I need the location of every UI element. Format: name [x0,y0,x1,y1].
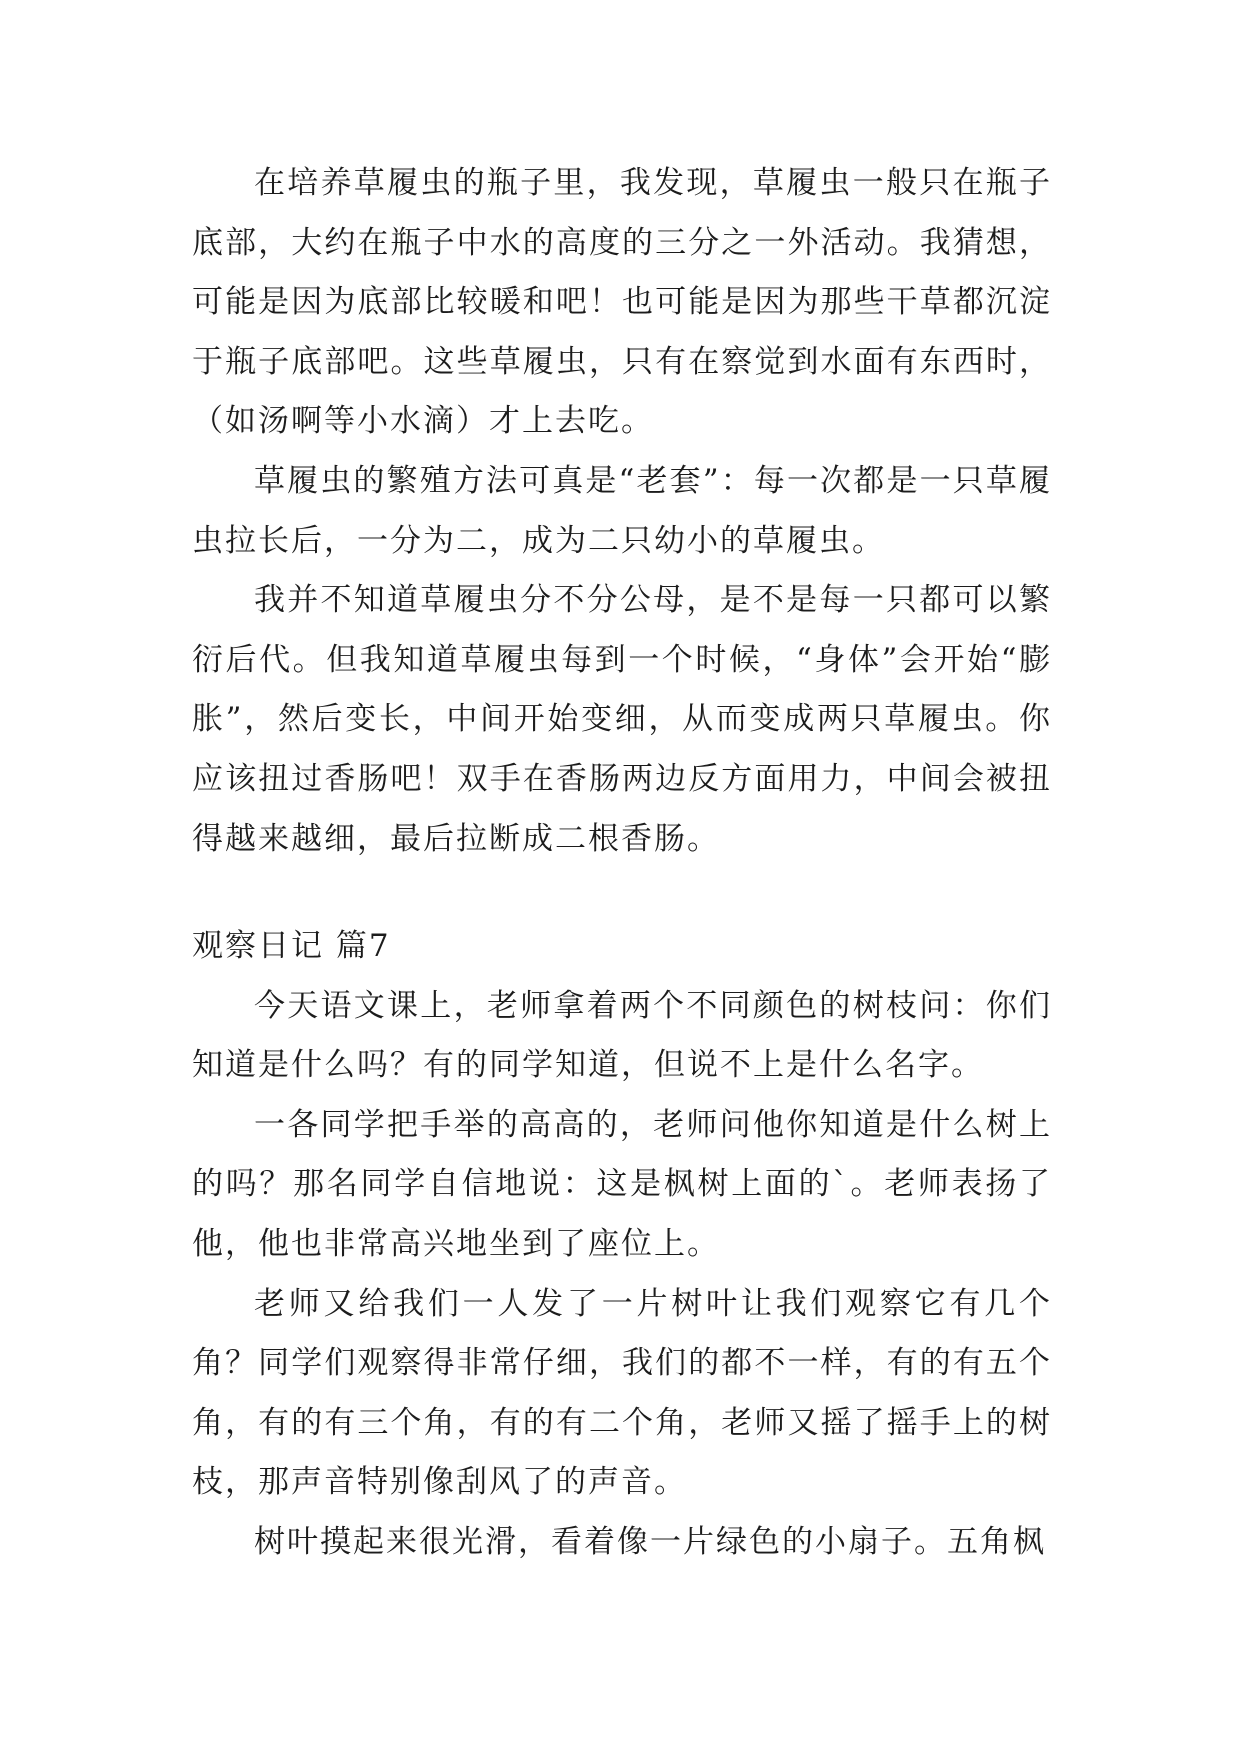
text-section-diary-7 [192,917,1052,1573]
text-section-paramecium [192,154,1052,869]
paragraph: 在培养草履虫的瓶子里，我发现，草履虫一般只在瓶子底部，大约在瓶子中水的高度的三分之一外活动。我猜想，可能是因为底部比较暖和吧！也可能是因为那些干草都沉淀于瓶子底部吧。这些草履虫，只有在察觉到水面有东西时，（如汤啊等小水滴）才上去吃。 [192,165,1052,440]
paragraph: 树叶摸起来很光滑，看着像一片绿色的小扇子。五角枫 [254,1523,1046,1560]
paragraph: 草履虫的繁殖方法可真是“老套”：每一次都是一只草履虫拉长后，一分为二，成为二只幼小的草履虫。 [192,462,1052,559]
paragraph: 老师又给我们一人发了一片树叶让我们观察它有几个角？同学们观察得非常仔细，我们的都不一样，有的有五个角，有的有三个角，有的有二个角，老师又摇了摇手上的树枝，那声音特别像刮风了的声音。 [192,1285,1052,1501]
paragraph: 今天语文课上，老师拿着两个不同颜色的树枝问：你们知道是什么吗？有的同学知道，但说不上是什么名字。 [192,987,1052,1084]
paragraph: 一各同学把手举的高高的，老师问他你知道是什么树上的吗？那名同学自信地说：这是枫树上面的`。老师表扬了他，他也非常高兴地坐到了座位上。 [192,1106,1052,1262]
paragraph: 我并不知道草履虫分不分公母，是不是每一只都可以繁衍后代。但我知道草履虫每到一个时候，“身体”会开始“膨胀”，然后变长，中间开始变细，从而变成两只草履虫。你应该扭过香肠吧！双手在香肠两边反方面用力，中间会被扭得越来越细，最后拉断成二根香肠。 [192,582,1052,857]
section-heading: 观察日记 篇7 [192,928,391,964]
